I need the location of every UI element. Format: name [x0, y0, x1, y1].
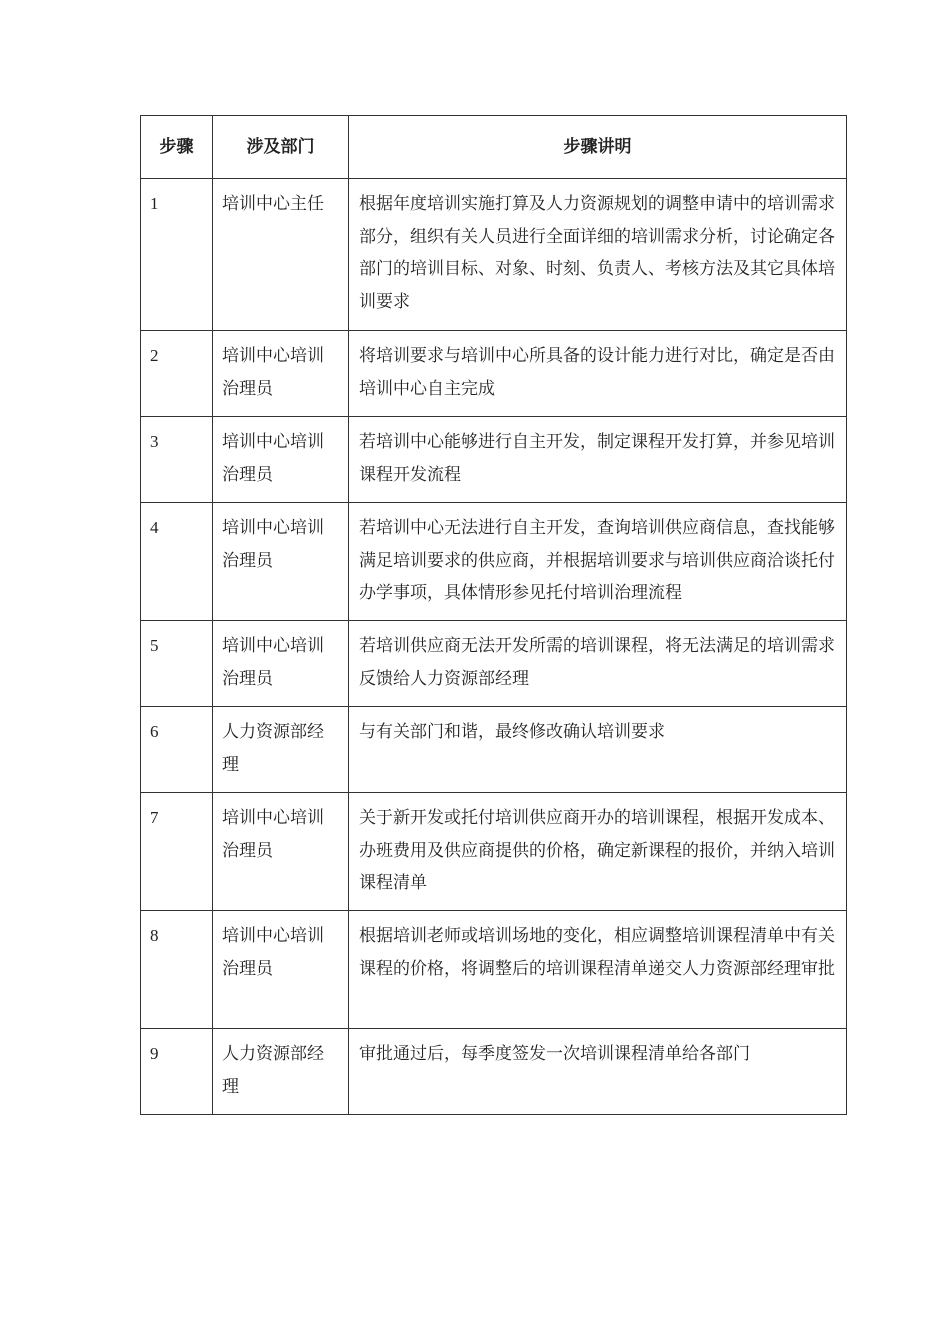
- table-header-row: [141, 116, 847, 179]
- department: 培训中心主任: [213, 179, 349, 331]
- step-number: 5: [141, 621, 213, 707]
- step-number: 4: [141, 503, 213, 621]
- step-number: 7: [141, 793, 213, 911]
- table-row: [141, 179, 847, 331]
- step-number: 9: [141, 1029, 213, 1115]
- step-description: 若培训中心能够进行自主开发，制定课程开发打算，并参见培训课程开发流程: [349, 417, 847, 503]
- header-dept: 涉及部门: [213, 116, 349, 179]
- table-row: [141, 911, 847, 1029]
- step-description: 根据培训老师或培训场地的变化，相应调整培训课程清单中有关课程的价格，将调整后的培训课程清单递交人力资源部经理审批: [349, 911, 847, 1029]
- step-number: 1: [141, 179, 213, 331]
- step-number: 3: [141, 417, 213, 503]
- department: 培训中心培训治理员: [213, 621, 349, 707]
- step-description: 关于新开发或托付培训供应商开办的培训课程，根据开发成本、办班费用及供应商提供的价格，确定新课程的报价，并纳入培训课程清单: [349, 793, 847, 911]
- table-row: [141, 621, 847, 707]
- step-number: 6: [141, 707, 213, 793]
- department: 培训中心培训治理员: [213, 793, 349, 911]
- table-row: [141, 503, 847, 621]
- department: 人力资源部经理: [213, 1029, 349, 1115]
- step-description: 与有关部门和谐，最终修改确认培训要求: [349, 707, 847, 793]
- step-number: 2: [141, 331, 213, 417]
- department: 人力资源部经理: [213, 707, 349, 793]
- table-row: [141, 707, 847, 793]
- department: 培训中心培训治理员: [213, 417, 349, 503]
- step-number: 8: [141, 911, 213, 1029]
- step-description: 将培训要求与培训中心所具备的设计能力进行对比，确定是否由培训中心自主完成: [349, 331, 847, 417]
- department: 培训中心培训治理员: [213, 911, 349, 1029]
- department: 培训中心培训治理员: [213, 503, 349, 621]
- table-row: [141, 793, 847, 911]
- header-step: 步骤: [141, 116, 213, 179]
- table-row: [141, 331, 847, 417]
- header-desc: 步骤讲明: [349, 116, 847, 179]
- step-description: 根据年度培训实施打算及人力资源规划的调整申请中的培训需求部分，组织有关人员进行全面详细的培训需求分析，讨论确定各部门的培训目标、对象、时刻、负责人、考核方法及其它具体培训要求: [349, 179, 847, 331]
- department: 培训中心培训治理员: [213, 331, 349, 417]
- step-description: 若培训中心无法进行自主开发，查询培训供应商信息，查找能够满足培训要求的供应商，并根据培训要求与培训供应商洽谈托付办学事项，具体情形参见托付培训治理流程: [349, 503, 847, 621]
- step-description: 若培训供应商无法开发所需的培训课程，将无法满足的培训需求反馈给人力资源部经理: [349, 621, 847, 707]
- table-row: [141, 417, 847, 503]
- procedure-table: [140, 115, 847, 1115]
- step-description: 审批通过后，每季度签发一次培训课程清单给各部门: [349, 1029, 847, 1115]
- table-row: [141, 1029, 847, 1115]
